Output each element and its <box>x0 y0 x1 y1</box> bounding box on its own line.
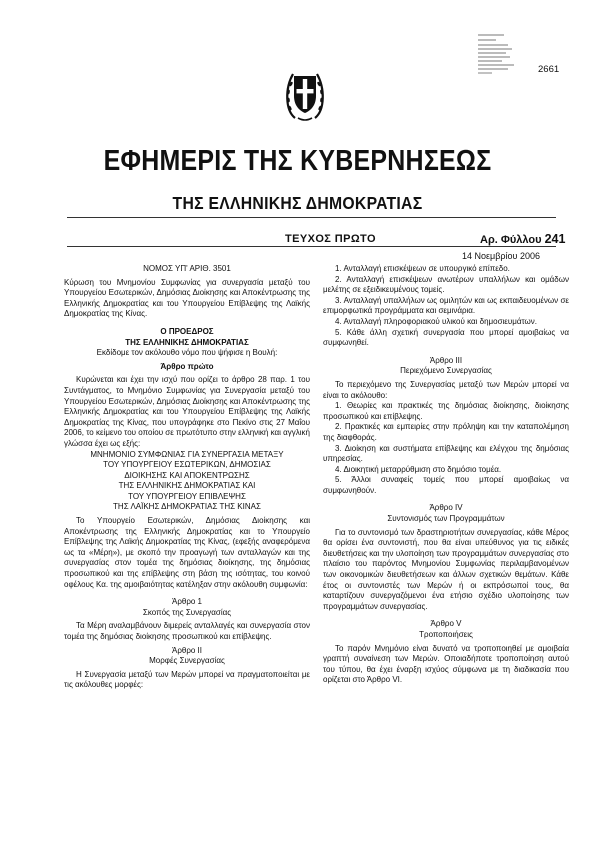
distribution-stamp <box>478 33 524 75</box>
page-number: 2661 <box>538 64 560 75</box>
list-item: 1. Ανταλλαγή επισκέψεων σε υπουργικό επίπεδο. <box>335 264 510 273</box>
article-5-text: Το παρόν Μνημόνιο είναι δυνατό να τροποποιηθεί με αμοιβαία γραπτή συναίνεση των Μερών. Οποιαδήποτε τροποποίηση αυτού του τύπου, θα έχει έναρξη ισχύος σύμφωνα με τη διαδικασία που ορίζεται στο Άρθρο VI. <box>323 643 569 685</box>
list-item: 3. Ανταλλαγή υπαλλήλων ως ομιλητών και ως εκπαιδευομένων σε επιμορφωτικά προγράμματα και σεμινάρια. <box>323 295 569 316</box>
memo-heading-line: ΤΗΣ ΕΛΛΗΝΙΚΗΣ ΔΗΜΟΚΡΑΤΙΑΣ ΚΑΙ <box>118 481 256 491</box>
sheet-number <box>480 232 565 246</box>
sheet-number-value: 241 <box>544 232 566 246</box>
memo-heading-line: ΤΟΥ ΥΠΟΥΡΓΕΙΟΥ ΕΠΙΒΛΕΨΗΣ <box>128 491 246 501</box>
article-5-title: Άρθρο V <box>430 619 462 629</box>
greek-coat-of-arms-emblem <box>283 62 327 124</box>
memo-heading-line: ΤΗΣ ΛΑΪΚΗΣ ΔΗΜΟΚΡΑΤΙΑΣ ΤΗΣ ΚΙΝΑΣ <box>113 502 261 512</box>
masthead-title: ΕΦΗΜΕΡΙΣ ΤΗΣ ΚΥΒΕΡΝΗΣΕΩΣ <box>103 145 492 177</box>
article-1-title: Άρθρο 1 <box>171 597 202 607</box>
article-1-subtitle: Σκοπός της Συνεργασίας <box>142 607 232 617</box>
memo-heading-line: ΤΟΥ ΥΠΟΥΡΓΕΙΟΥ ΕΣΩΤΕΡΙΚΩΝ, ΔΗΜΟΣΙΑΣ <box>103 460 271 470</box>
memo-heading-line: ΜΝΗΜΟΝΙΟ ΣΥΜΦΩΝΙΑΣ ΓΙΑ ΣΥΝΕΡΓΑΣΙΑ ΜΕΤΑΞΥ <box>90 449 284 459</box>
article-first-text: Κυρώνεται και έχει την ισχύ που ορίζει το άρθρο 28 παρ. 1 του Συντάγματος, το Μνημόνιο Συμφωνίας για Συνεργασία μεταξύ του Υπουργείου Εσωτερικών, Δημόσιας Διοίκησης και Αποκέντρωσης της Ελληνικής Δημοκρατίας και του Υπουργείου Επίβλεψης της Λαϊκής Δημοκρατίας της Κίνας, που υπογράφηκε στο Πεκίνο στις 27 Μαΐου 2006, το κείμενο του οποίου σε πρωτότυπο στην ελληνική και αγγλική γλώσσα έχει ως εξής: <box>64 375 310 448</box>
law-summary: Κύρωση του Μνημονίου Συμφωνίας για συνεργασία μεταξύ του Υπουργείου Εσωτερικών, Δημόσιας Διοίκησης και Αποκέντρωσης της Ελληνικής Δημοκρατίας και του Υπουργείου Επίβλεψης της Λαϊκής Δημοκρατίας της Κίνας. <box>64 277 310 319</box>
article-4-title: Άρθρο IV <box>429 503 463 513</box>
article-2-subtitle: Μορφές Συνεργασίας <box>149 656 225 666</box>
list-item: 4. Ανταλλαγή πληροφοριακού υλικού και δημοσιευμάτων. <box>335 316 537 326</box>
article-4-text: Για το συντονισμό των δραστηριοτήτων συνεργασίας, κάθε Μέρος θα ορίσει ένα συντονιστή, που θα είναι υπεύθυνος για τις ειδικές διευθετήσεις και την υλοποίηση των προγραμμάτων συνεργασίας στο πλαίσιο του παρόντος Μνημονίου Συμφωνίας περιλαμβανομένων των οικονομικών διευθετήσεων και άλλων σχετικών θεμάτων. Κάθε έτος οι συντονιστές των Μερών ή οι εκπρόσωποί τους, θα καταρτίζουν συνεργαζόμενοι ένα ετήσιο σχέδιο υλοποίησης των προγραμμάτων συνεργασίας. <box>323 527 569 611</box>
article-3-subtitle: Περιεχόμενο Συνεργασίας <box>400 366 492 376</box>
list-item: 2. Πρακτικές και εμπειρίες στην πρόληψη και την καταπολέμηση της διαφθοράς. <box>323 422 569 442</box>
law-title: ΝΟΜΟΣ ΥΠ' ΑΡΙΘ. 3501 <box>143 264 231 273</box>
president-heading-2: ΤΗΣ ΕΛΛΗΝΙΚΗΣ ΔΗΜΟΚΡΑΤΙΑΣ <box>125 337 249 347</box>
article-first-title: Άρθρο πρώτο <box>160 361 214 371</box>
list-item: 1. Θεωρίες και πρακτικές της δημόσιας διοίκησης, διοίκησης προσωπικού και επίβλεψης. <box>323 401 569 421</box>
left-column <box>64 264 310 691</box>
list-item: 5. Άλλοι συναφείς τομείς που μπορεί αμοιβαίως να συμφωνηθούν. <box>323 475 569 495</box>
issue-date: 14 Νοεμβρίου 2006 <box>462 251 540 261</box>
header-rule-top <box>67 217 556 218</box>
list-item: 2. Ανταλλαγή επισκέψεων ανωτέρων υπαλλήλων και ομάδων μελέτης σε εξειδικευμένους τομείς. <box>323 274 569 295</box>
right-column <box>323 264 569 686</box>
article-2-title: Άρθρο ΙΙ <box>171 645 202 655</box>
header-rule-bottom <box>67 246 556 247</box>
article-1-text: Τα Μέρη αναλαμβάνουν διμερείς ανταλλαγές και συνεργασία στον τομέα της δημόσιας διοίκησης προσωπικού και επίβλεψης. <box>64 621 310 641</box>
list-item: 5. Κάθε άλλη σχετική συνεργασία που μπορεί αμοιβαίως να συμφωνηθεί. <box>323 327 569 348</box>
memo-intro: Το Υπουργείο Εσωτερικών, Δημόσιας Διοίκησης και Αποκέντρωσης της Ελληνικής Δημοκρατίας και το Υπουργείο Επίβλεψης της Λαϊκής Δημοκρατίας της Κίνας, (εφεξής αναφερόμενα ως τα «Μέρη»), με σκοπό την προαγωγή των ανταλλαγών και της συνεργασίας στον τομέα της δημόσιας διοίκησης, της δημόσιας προσωπικού και της επίβλεψης στη βάση της ισότητας, του κοινού οφέλους Κα. της αμοιβαιότητας κατέληξαν στην ακόλουθη συμφωνία: <box>64 516 310 589</box>
masthead-subtitle: ΤΗΣ ΕΛΛΗΝΙΚΗΣ ΔΗΜΟΚΡΑΤΙΑΣ <box>172 193 423 213</box>
memo-heading-line: ΔΙΟΙΚΗΣΗΣ ΚΑΙ ΑΠΟΚΕΝΤΡΩΣΗΣ <box>124 470 250 480</box>
issue-part: ΤΕΥΧΟΣ ΠΡΩΤΟ <box>285 233 376 245</box>
list-item: 4. Διοικητική μεταρρύθμιση στο δημόσιο τομέα. <box>335 464 502 474</box>
article-3-title: Άρθρο ΙΙΙ <box>429 355 463 365</box>
president-heading: Ο ΠΡΟΕΔΡΟΣ <box>160 326 214 336</box>
article-2-text: Η Συνεργασία μεταξύ των Μερών μπορεί να πραγματοποιείται με τις ακόλουθες μορφές: <box>64 669 310 690</box>
article-5-subtitle: Τροποποιήσεις <box>419 630 473 639</box>
list-item: 3. Διοίκηση και συστήματα επίβλεψης και ελέγχου της δημόσιας υπηρεσίας. <box>323 443 569 464</box>
article-3-intro: Το περιεχόμενο της Συνεργασίας μεταξύ των Μερών μπορεί να είναι το ακόλουθο: <box>323 379 569 400</box>
sheet-label: Αρ. Φύλλου <box>480 234 542 246</box>
enactment-formula: Εκδίδομε τον ακόλουθο νόμο που ψήφισε η Βουλή: <box>96 348 278 358</box>
article-4-subtitle: Συντονισμός των Προγραμμάτων <box>387 514 505 524</box>
